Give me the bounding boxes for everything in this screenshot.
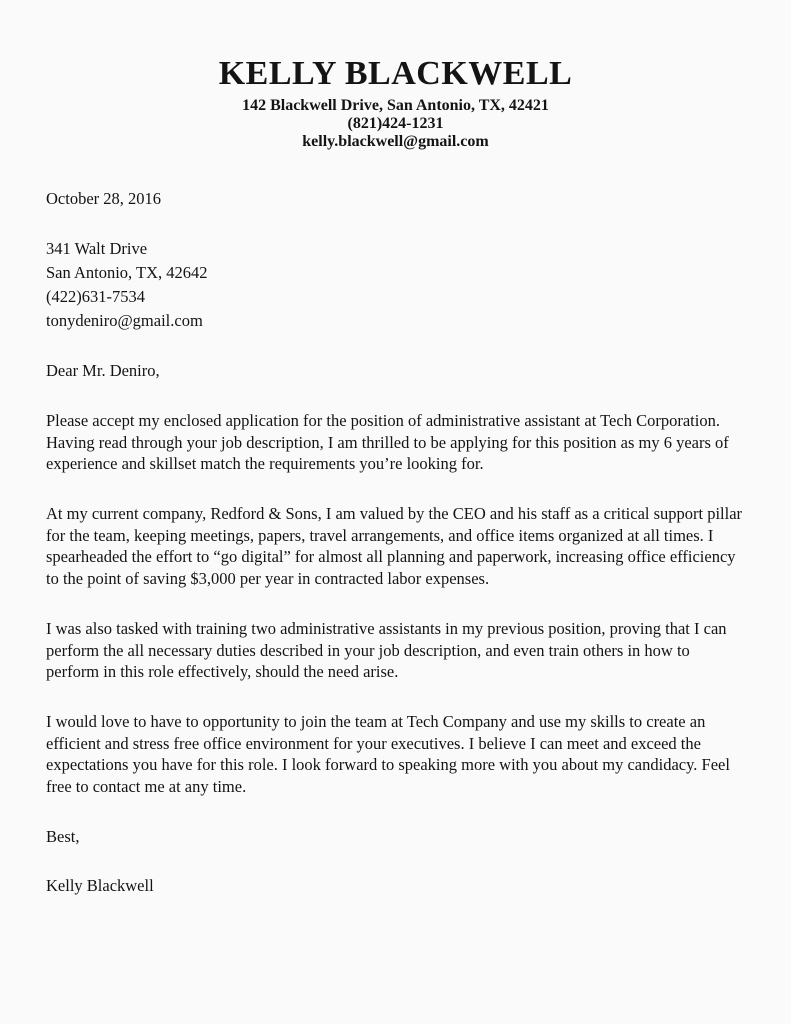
closing: Best,: [46, 826, 80, 846]
letter-date: October 28, 2016: [46, 188, 162, 208]
body-paragraph: At my current company, Redford & Sons, I am valued by the CEO and his staff as a critical support pillar for the team, keeping meetings, papers, travel arrangements, and office items organized at all times. I spearheaded the effort to “go digital” for almost all planning and paperwork, increasing office efficiency to the point of saving $3,000 per year in contracted labor expenses.: [46, 504, 743, 589]
recipient-email: tonydeniro@gmail.com: [46, 310, 203, 330]
letter-header: [0, 0, 791, 151]
sender-name: KELLY BLACKWELL: [218, 55, 573, 92]
letter-body: [0, 151, 791, 897]
recipient-address-line-1: 341 Walt Drive: [46, 239, 148, 259]
sender-address: 142 Blackwell Drive, San Antonio, TX, 42421: [242, 96, 549, 114]
recipient-address-line-2: San Antonio, TX, 42642: [46, 263, 208, 283]
salutation: Dear Mr. Deniro,: [46, 361, 160, 381]
sender-phone: (821)424-1231: [347, 114, 444, 132]
body-paragraph: I was also tasked with training two administrative assistants in my previous position, proving that I can perform the all necessary duties described in your job description, and even train others in how to perform in this role effectively, should the need arise.: [46, 618, 727, 682]
recipient-block: [46, 237, 746, 332]
body-paragraph: I would love to have to opportunity to join the team at Tech Company and use my skills to create an efficient and stress free office environment for your executives. I believe I can meet and exceed the expectations you have for this role. I look forward to speaking more with you about my candidacy. Feel free to contact me at any time.: [46, 711, 730, 797]
sender-email: kelly.blackwell@gmail.com: [302, 132, 489, 150]
recipient-phone: (422)631-7534: [46, 286, 145, 306]
body-paragraph: Please accept my enclosed application for the position of administrative assistant at Tech Corporation. Having read through your job description, I am thrilled to be applying for this position as my 6 years of experience and skillset match the requirements you’re looking for.: [46, 410, 729, 474]
signature: Kelly Blackwell: [46, 876, 154, 896]
